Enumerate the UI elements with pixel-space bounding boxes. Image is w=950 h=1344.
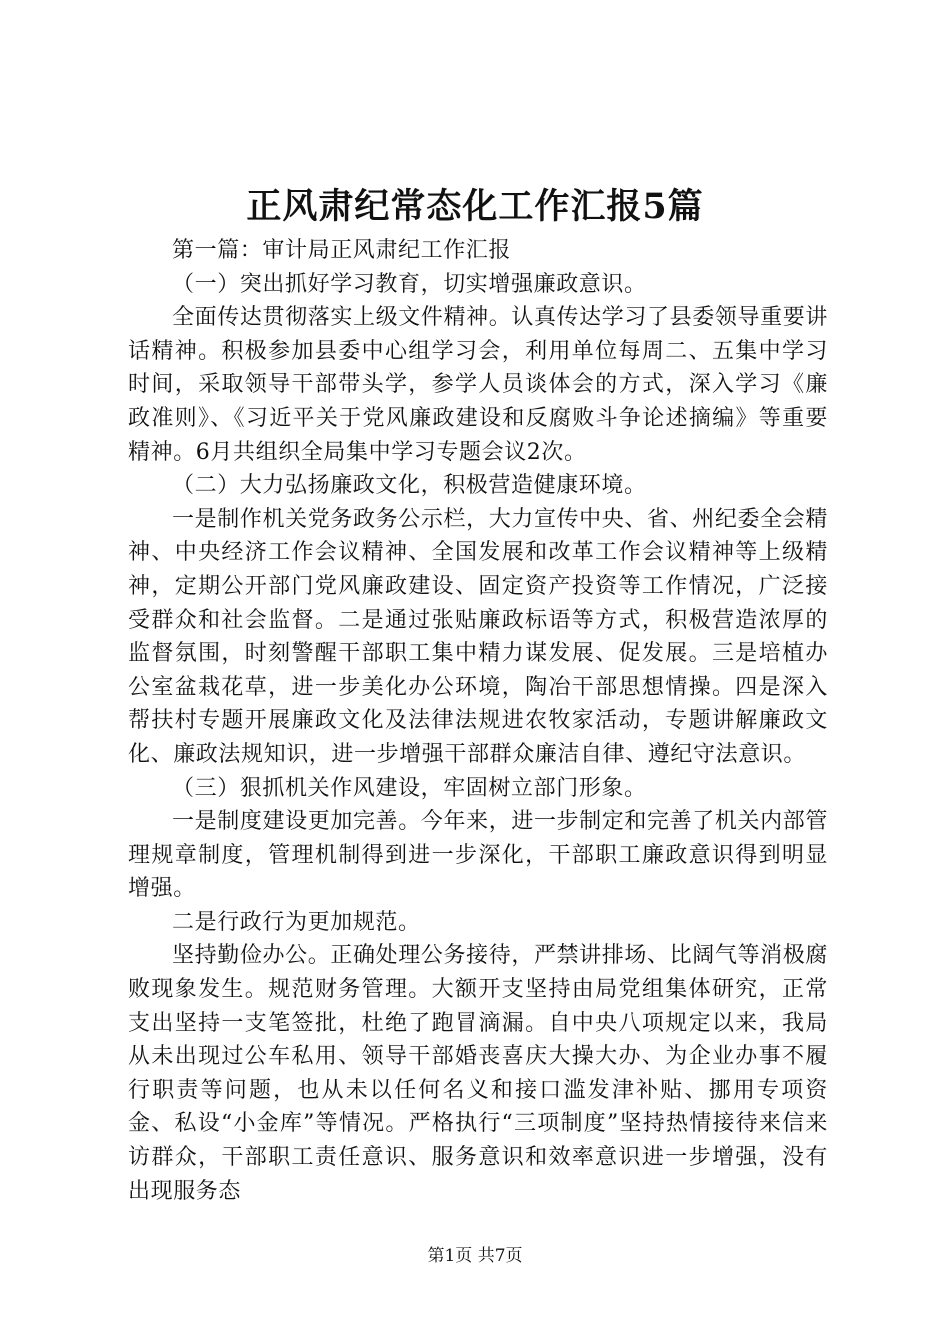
paragraph: 全面传达贯彻落实上级文件精神。认真传达学习了县委领导重要讲话精神。积极参加县委中心组学习会，利用单位每周二、五集中学习时间，采取领导干部带头学，参学人员谈体会的方式，深入学习《廉政准则》、《习近平关于党风廉政建设和反腐败斗争论述摘编》等重要精神。6月共组织全局集中学习专题会议2次。 xyxy=(128,305,828,465)
subheading-one: （一）突出抓好学习教育，切实增强廉政意识。 xyxy=(172,271,647,297)
paragraph: 二是行政行为更加规范。 xyxy=(172,909,421,935)
subheading-three: （三）狠抓机关作风建设，牢固树立部门形象。 xyxy=(172,775,647,801)
paragraph: 一是制度建设更加完善。今年来，进一步制定和完善了机关内部管理规章制度，管理机制得到进一步深化，干部职工廉政意识得到明显增强。 xyxy=(128,809,828,902)
subheading-two: （二）大力弘扬廉政文化，积极营造健康环境。 xyxy=(172,473,647,499)
paragraph: 坚持勤俭办公。正确处理公务接待，严禁讲排场、比阔气等消极腐败现象发生。规范财务管理。大额开支坚持由局党组集体研究，正常支出坚持一支笔签批，杜绝了跑冒滴漏。自中央八项规定以来，我局从未出现过公车私用、领导干部婚丧喜庆大操大办、为企业办事不履行职责等问题，也从未以任何名义和接口滥发津补贴、挪用专项资金、私设“小金库”等情况。严格执行“三项制度”坚持热情接待来信来访群众，干部职工责任意识、服务意识和效率意识进一步增强，没有出现服务态 xyxy=(128,943,828,1204)
section-heading-part-one: 第一篇：审计局正风肃纪工作汇报 xyxy=(172,238,512,263)
page-footer: 第1页 共7页 xyxy=(427,1246,523,1266)
paragraph: 一是制作机关党务政务公示栏，大力宣传中央、省、州纪委全会精神、中央经济工作会议精神、全国发展和改革工作会议精神等上级精神，定期公开部门党风廉政建设、固定资产投资等工作情况，广泛接受群众和社会监督。二是通过张贴廉政标语等方式，积极营造浓厚的监督氛围，时刻警醒干部职工集中精力谋发展、促发展。三是培植办公室盆栽花草，进一步美化办公环境，陶冶干部思想情操。四是深入帮扶村专题开展廉政文化及法律法规进农牧家活动，专题讲解廉政文化、廉政法规知识，进一步增强干部群众廉洁自律、遵纪守法意识。 xyxy=(128,506,828,767)
document-title: 正风肃纪常态化工作汇报5篇 xyxy=(246,186,704,227)
document-body xyxy=(128,234,828,1208)
